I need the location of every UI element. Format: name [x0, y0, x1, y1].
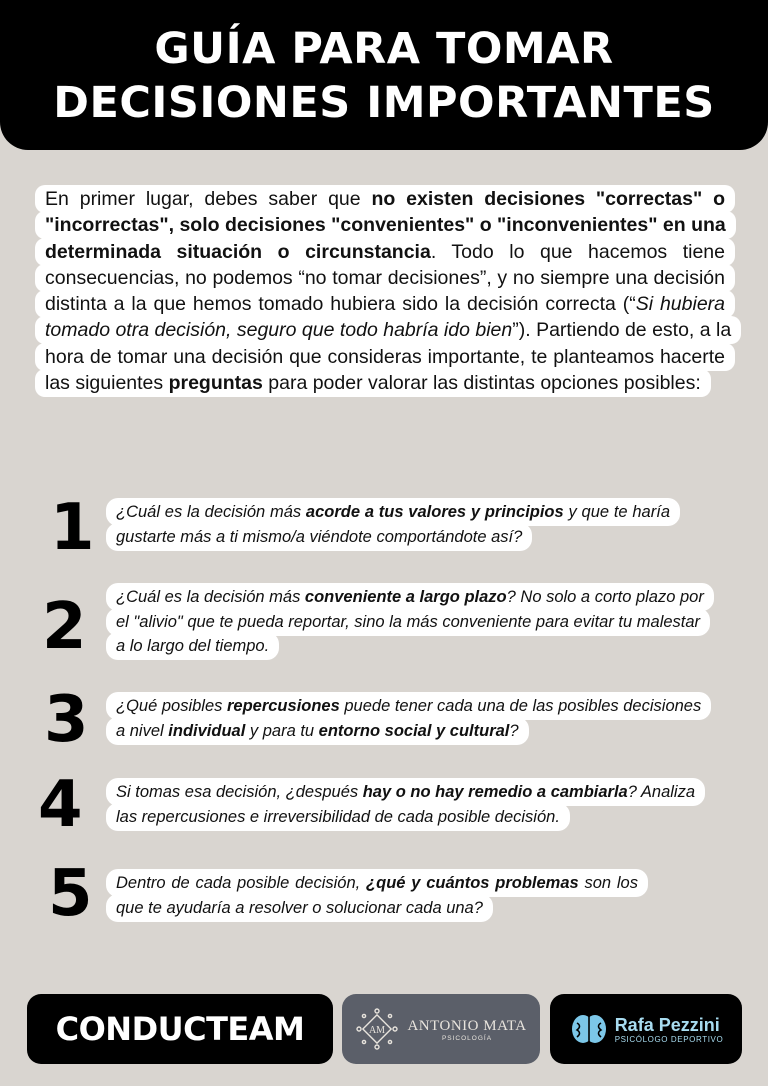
q-bold: repercusiones [226, 697, 340, 715]
q-bold: acorde a tus valores y principios [305, 503, 564, 521]
conducteam-wordmark: CONDUCTEAM [55, 1010, 305, 1048]
q-text: ? Analiza las repercusiones e irreversibilidad de cada posible decisión. [116, 783, 695, 826]
question-text [106, 694, 704, 743]
q-text: Si tomas esa decisión, ¿después [116, 783, 363, 801]
brain-icon [569, 1009, 609, 1049]
intro-bold-1: no existen decisiones "correctas" o "incorrectas", solo decisiones "convenientes" o "inconvenientes" en una determinada situación o circunstancia [45, 188, 726, 263]
q-text: ? No solo a corto plazo por el "alivio" que te pueda reportar, sino la más conveniente para evitar tu malestar a lo largo del tiempo. [116, 588, 704, 655]
intro-paragraph [35, 186, 735, 396]
question-number: 5 [48, 857, 93, 931]
q-bold: individual [168, 721, 246, 740]
intro-text-4: para poder valorar las distintas opciones posibles: [262, 372, 701, 395]
question-number: 4 [38, 768, 83, 842]
intro-text-1: En primer lugar, debes saber que [45, 188, 372, 210]
question-number: 1 [50, 491, 95, 565]
q-bold: entorno social y cultural [318, 721, 510, 740]
rafa-pezzini-subtitle: PSICÓLOGO DEPORTIVO [614, 1034, 724, 1044]
question-text [106, 500, 680, 549]
question-text [106, 780, 704, 829]
q-text: ¿Cuál es la decisión más [116, 588, 305, 606]
antonio-mata-logo [342, 994, 540, 1064]
ornament-icon [355, 1007, 399, 1051]
question-number: 3 [44, 683, 89, 757]
title-line-2: DECISIONES IMPORTANTES [53, 78, 715, 128]
q-text: son los que te ayudaría a resolver o solucionar cada una? [116, 874, 638, 917]
q-bold: conveniente a largo plazo [304, 588, 507, 606]
am-monogram: AM [369, 1025, 386, 1036]
title-line-1: GUÍA PARA TOMAR [154, 24, 614, 74]
q-bold: hay o no hay remedio a cambiarla [362, 783, 628, 801]
intro-bold-2: preguntas [168, 372, 263, 395]
q-text: ¿Qué posibles [116, 697, 227, 715]
q-text: ¿Cuál es la decisión más [116, 503, 306, 521]
antonio-mata-name: ANTONIO MATA [407, 1017, 527, 1034]
rafa-pezzini-logo [550, 994, 742, 1064]
q-text: Dentro de cada posible decisión, [116, 874, 367, 892]
intro-italic-1: Si hubiera tomado otra decisión, seguro que todo habría ido bien [45, 293, 726, 342]
q-text: y para tu [245, 721, 319, 740]
intro-text-2: . Todo lo que hacemos tiene consecuencias, no podemos “no tomar decisiones”, y no siempre una decisión distinta a la que hemos tomado hubiera sido la decisión correcta (“ [45, 240, 725, 316]
page-header [0, 0, 768, 150]
q-text: ? [509, 721, 519, 740]
q-text: puede tener cada una de las posibles decisiones a nivel [116, 697, 702, 740]
q-bold: ¿qué y cuántos problemas [366, 874, 579, 892]
rafa-pezzini-name: Rafa Pezzini [614, 1014, 720, 1035]
antonio-mata-subtitle: PSICOLOGÍA [441, 1034, 493, 1042]
intro-text-3: ”). Partiendo de esto, a la hora de tomar una decisión que consideras importante, te planteamos hacerte las siguientes [45, 319, 732, 395]
question-text [106, 871, 648, 920]
conducteam-logo [27, 994, 333, 1064]
q-text: y que te haría gustarte más a ti mismo/a viéndote comportándote así? [116, 503, 670, 546]
question-number: 2 [42, 590, 87, 664]
question-text [106, 585, 704, 659]
